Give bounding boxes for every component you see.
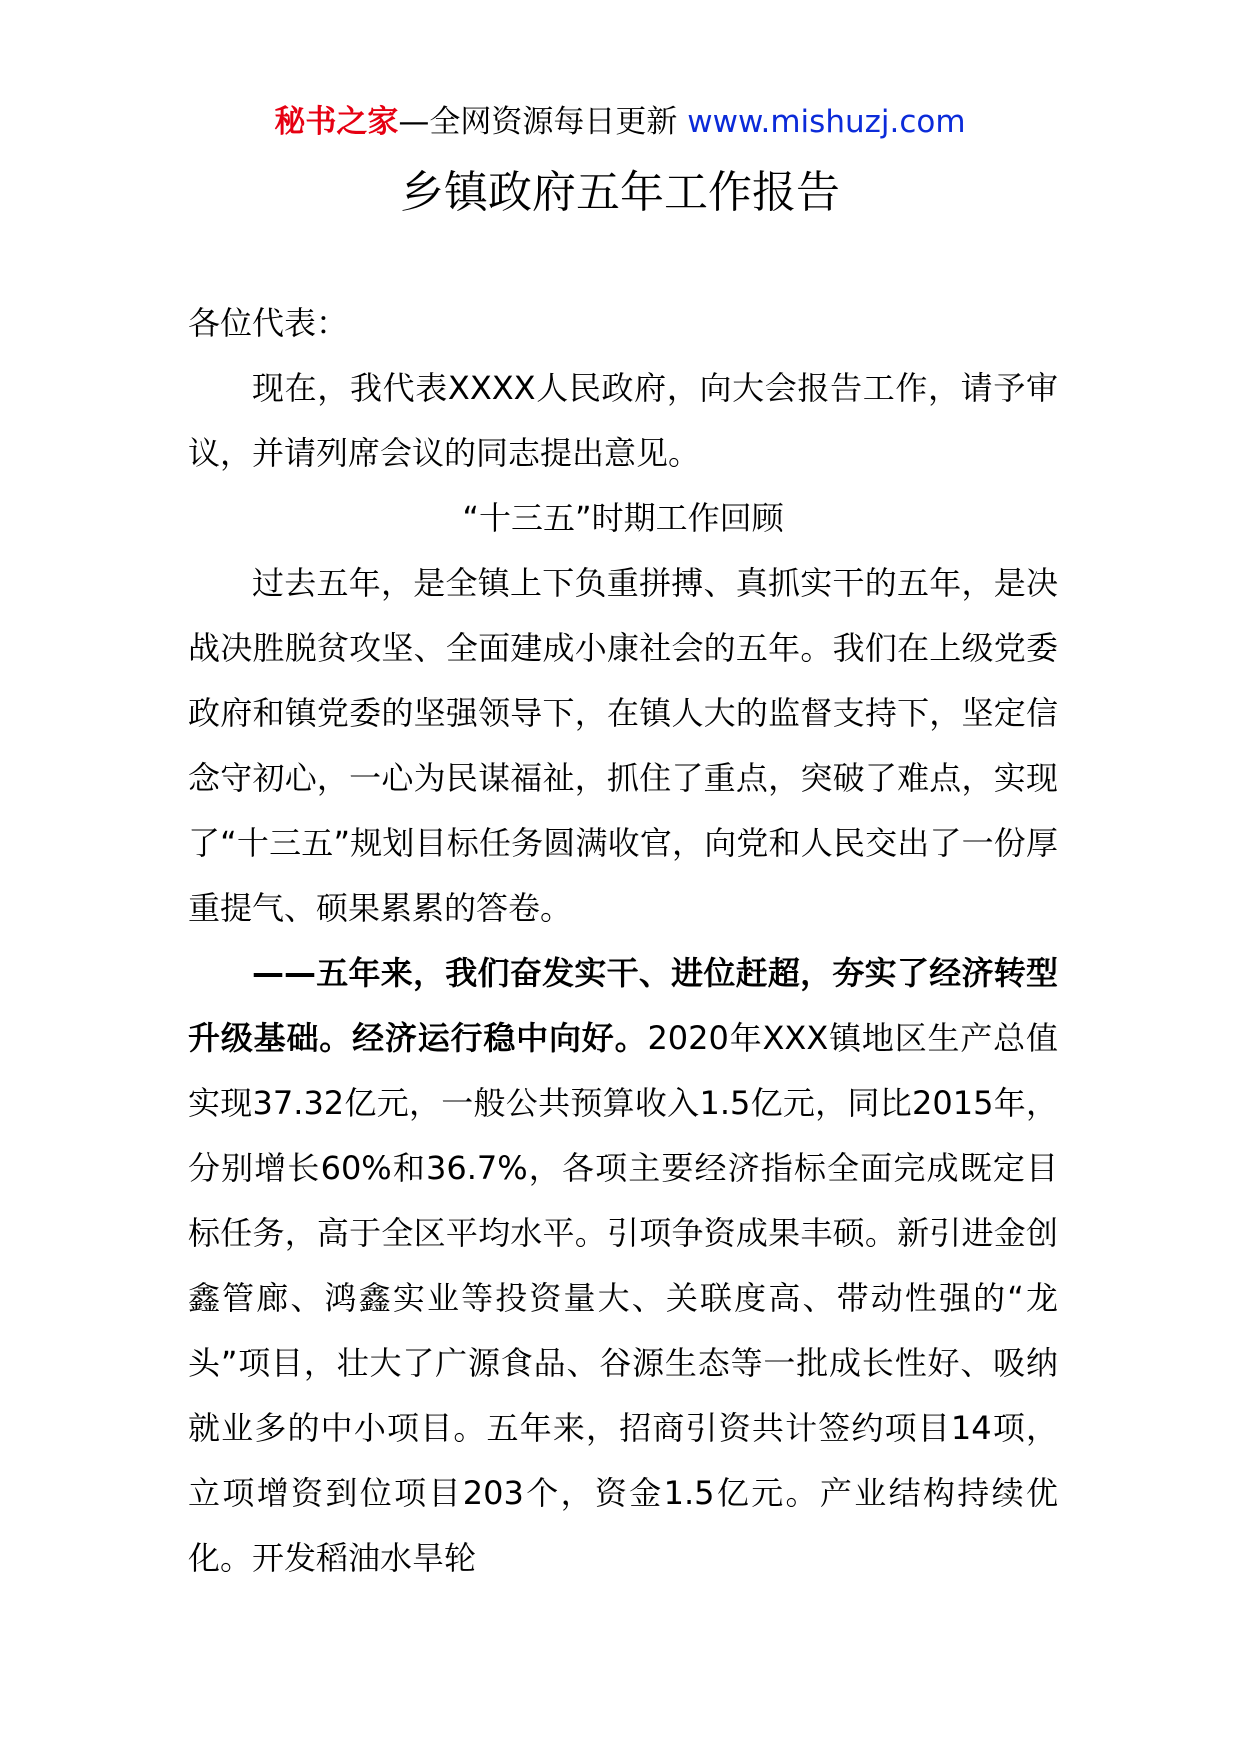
economy-paragraph-text: 2020年XXX镇地区生产总值实现37.32亿元，一般公共预算收入1.5亿元，同比2015年，分别增长60%和36.7%，各项主要经济指标全面完成既定目标任务，高于全区平均水平。引项争资成果丰硕。新引进金创鑫管廊、鸿鑫实业等投资量大、关联度高、带动性强的“龙头”项目，壮大了广源食品、谷源生态等一批成长性好、吸纳就业多的中小项目。五年来，招商引资共计签约项目14项，立项增资到位项目203个，资金1.5亿元。产业结构持续优化。开发稻油水旱轮	[188, 1019, 1058, 1577]
economy-paragraph-lead: ——五年来，我们奋发实干、进位赶超，夯实了经济转型升级基础。经济运行稳中向好。	[188, 954, 1058, 1057]
economy-paragraph	[188, 941, 1058, 1591]
header-tagline: —全网资源每日更新	[398, 104, 688, 140]
document-body	[188, 291, 1058, 1591]
intro-paragraph: 现在，我代表XXXX人民政府，向大会报告工作，请予审议，并请列席会议的同志提出意见。	[188, 369, 1058, 472]
section-heading: “十三五”时期工作回顾	[462, 499, 784, 537]
site-header	[0, 102, 1240, 142]
brand-name: 秘书之家	[274, 104, 399, 140]
document-title: 乡镇政府五年工作报告	[400, 167, 840, 218]
review-paragraph: 过去五年，是全镇上下负重拼搏、真抓实干的五年，是决战决胜脱贫攻坚、全面建成小康社会的五年。我们在上级党委政府和镇党委的坚强领导下，在镇人大的监督支持下，坚定信念守初心，一心为民谋福祉，抓住了重点，突破了难点，实现了“十三五”规划目标任务圆满收官，向党和人民交出了一份厚重提气、硕果累累的答卷。	[188, 564, 1058, 927]
site-url-link[interactable]: www.mishuzj.com	[687, 104, 966, 140]
salutation: 各位代表：	[188, 304, 349, 342]
